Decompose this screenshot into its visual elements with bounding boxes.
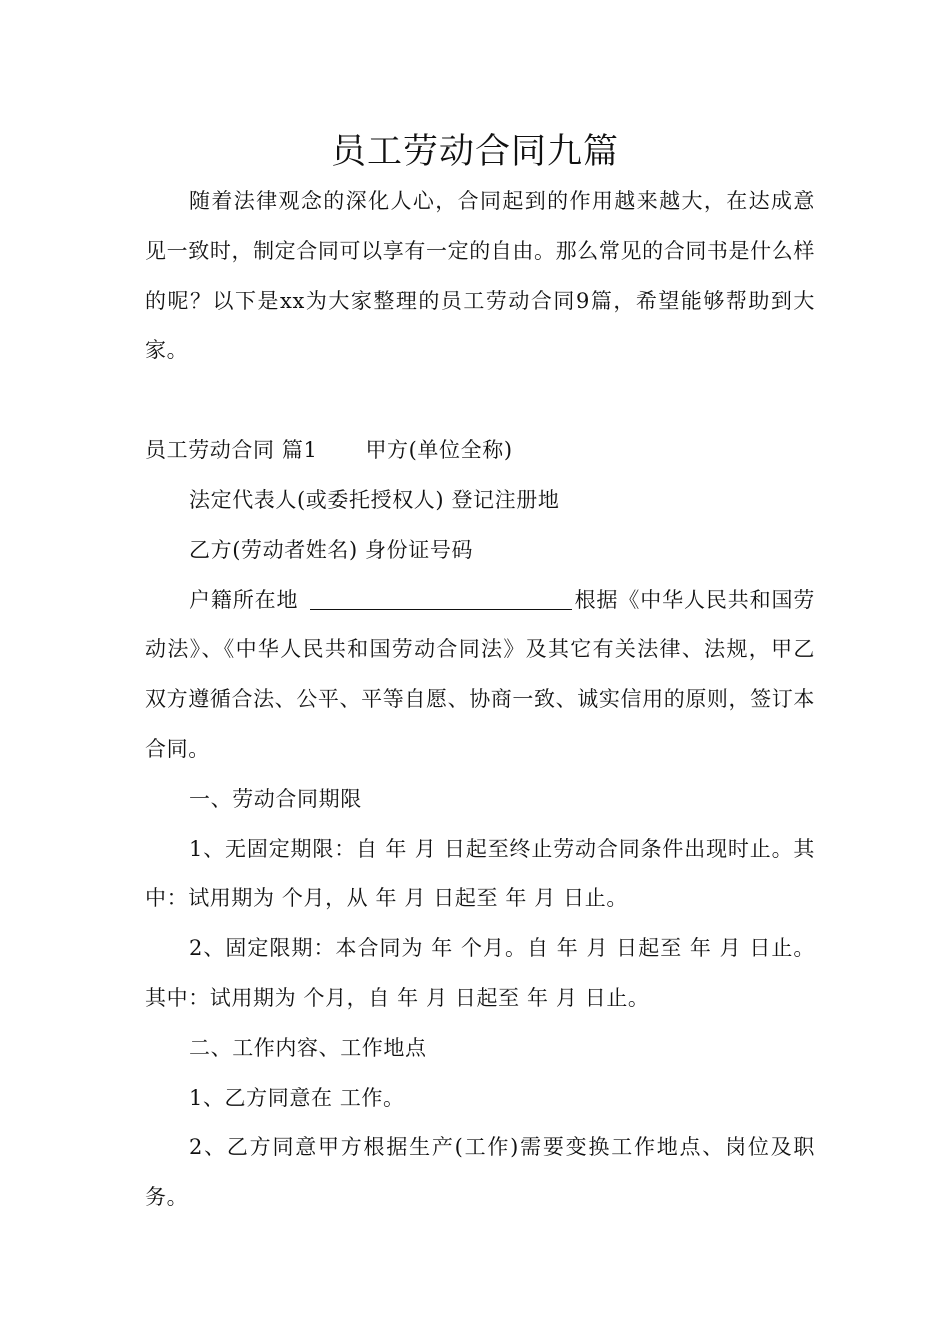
work-clause-1: 1、乙方同意在 工作。 bbox=[189, 1085, 405, 1110]
intro-paragraph: 随着法律观念的深化人心，合同起到的作用越来越大，在达成意见一致时，制定合同可以享有一定的自由。那么常见的合同书是什么样的呢？以下是xx为大家整理的员工劳动合同9篇，希望能够帮助到大家。 bbox=[145, 189, 815, 363]
paragraph-spacer bbox=[145, 376, 815, 426]
party-a-label: 甲方(单位全称) bbox=[365, 438, 513, 463]
household-paragraph bbox=[145, 576, 815, 775]
document-body bbox=[145, 177, 815, 1223]
household-blank-line bbox=[310, 587, 572, 610]
term-clause-1: 1、无固定期限：自 年 月 日起至终止劳动合同条件出现时止。其中：试用期为 个月，从 年 月 日起至 年 月 日止。 bbox=[145, 836, 815, 911]
work-heading: 二、工作内容、工作地点 bbox=[189, 1035, 427, 1060]
section-heading-line bbox=[145, 426, 815, 476]
work-clause-2: 2、乙方同意甲方根据生产(工作)需要变换工作地点、岗位及职务。 bbox=[145, 1135, 815, 1210]
household-label: 户籍所在地 bbox=[189, 587, 299, 612]
legal-rep-paragraph: 法定代表人(或委托授权人) 登记注册地 bbox=[189, 487, 560, 512]
term-clause-2: 2、固定限期：本合同为 年 个月。自 年 月 日起至 年 月 日止。其中：试用期为 个月，自 年 月 日起至 年 月 日止。 bbox=[145, 936, 815, 1010]
section-heading: 员工劳动合同 篇1 bbox=[145, 438, 318, 463]
term-heading: 一、劳动合同期限 bbox=[189, 786, 362, 811]
document-title: 员工劳动合同九篇 bbox=[330, 132, 619, 172]
household-rest: 根据《中华人民共和国劳动法》、《中华人民共和国劳动合同法》及其它有关法律、法规，甲乙双方遵循合法、公平、平等自愿、协商一致、诚实信用的原则，签订本合同。 bbox=[145, 587, 815, 761]
party-b-paragraph: 乙方(劳动者姓名) 身份证号码 bbox=[189, 537, 474, 562]
